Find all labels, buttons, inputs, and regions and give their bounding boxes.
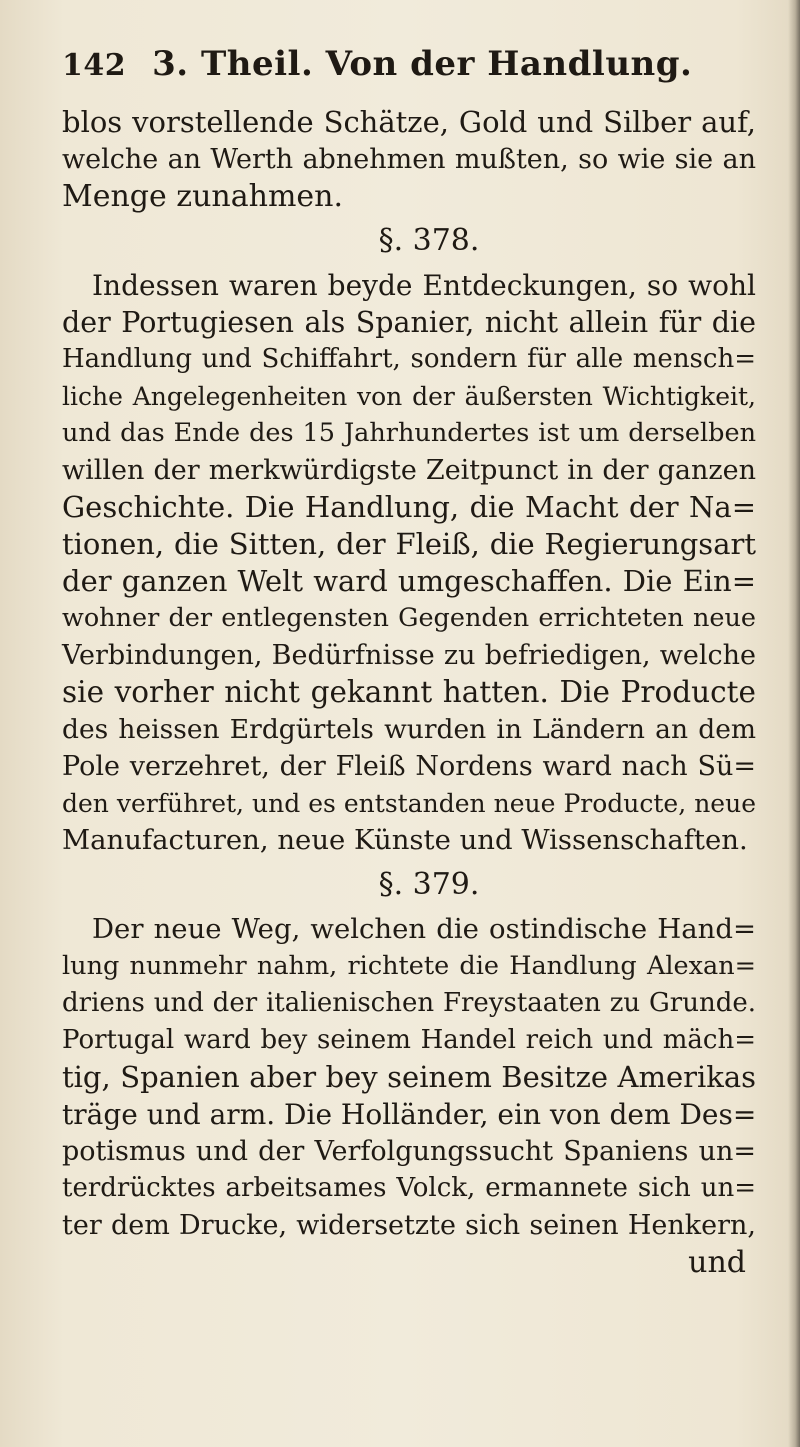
- paragraph-379: [62, 911, 756, 1244]
- text-line: welche an Werth abnehmen mußten, so wie sie an: [62, 144, 756, 175]
- text-line: wohner der entlegensten Gegenden errichteten neue: [62, 603, 756, 633]
- running-head: [62, 44, 756, 104]
- page-edge-shadow: [788, 0, 800, 1447]
- page-content: [62, 44, 756, 1281]
- text-line: der Portugiesen als Spanier, nicht allein für die: [62, 306, 756, 339]
- text-line: tig, Spanien aber bey seinem Besitze Amerikas: [62, 1060, 756, 1094]
- text-line: und das Ende des 15 Jahrhundertes ist um derselben: [62, 418, 756, 448]
- text-line: Handlung und Schiffahrt, sondern für alle mensch=: [62, 344, 756, 374]
- paragraph-378: [62, 267, 756, 859]
- text-line: träge und arm. Die Holländer, ein von dem Des=: [62, 1098, 757, 1131]
- text-line: Der neue Weg, welchen die ostindische Hand=: [92, 913, 756, 945]
- text-line: Geschichte. Die Handlung, die Macht der Na=: [62, 490, 756, 524]
- paragraph-continuation: [62, 104, 756, 215]
- catchword: und: [688, 1245, 746, 1280]
- text-line: driens und der italienischen Freystaaten zu Grunde.: [62, 988, 756, 1018]
- text-line: Menge zunahmen.: [62, 179, 344, 214]
- text-line: blos vorstellende Schätze, Gold und Silber auf,: [62, 105, 756, 139]
- text-line: Pole verzehret, der Fleiß Nordens ward nach Sü=: [62, 751, 756, 782]
- text-line: Portugal ward bey seinem Handel reich und mäch=: [62, 1025, 756, 1055]
- text-line: sie vorher nicht gekannt hatten. Die Producte: [62, 675, 756, 709]
- text-line: den verführet, und es entstanden neue Producte, neue: [62, 789, 756, 818]
- text-line: der ganzen Welt ward umgeschaffen. Die Ein=: [62, 564, 756, 598]
- text-line: willen der merkwürdigste Zeitpunct in der ganzen: [62, 455, 756, 486]
- text-line: tionen, die Sitten, der Fleiß, die Regierungsart: [62, 527, 756, 561]
- text-line: des heissen Erdgürtels wurden in Ländern an dem: [62, 714, 756, 745]
- text-line: ter dem Drucke, widersetzte sich seinen Henkern,: [62, 1210, 756, 1241]
- text-line: liche Angelegenheiten von der äußersten Wichtigkeit,: [62, 382, 756, 411]
- text-line: Verbindungen, Bedürfnisse zu befriedigen, welche: [62, 640, 756, 671]
- text-line: Indessen waren beyde Entdeckungen, so wohl: [92, 269, 756, 302]
- running-title: 3. Theil. Von der Handlung.: [152, 44, 693, 84]
- text-line: terdrücktes arbeitsames Volck, ermannete sich un=: [62, 1173, 756, 1203]
- section-heading-379: §. 379.: [378, 867, 480, 902]
- text-line: Manufacturen, neue Künste und Wissenschaften.: [62, 824, 748, 856]
- text-line: lung nunmehr nahm, richtete die Handlung Alexan=: [62, 951, 756, 981]
- text-line: potismus und der Verfolgungssucht Spaniens un=: [62, 1136, 756, 1167]
- page-number: 142: [62, 48, 127, 83]
- section-heading-378: §. 378.: [378, 223, 480, 258]
